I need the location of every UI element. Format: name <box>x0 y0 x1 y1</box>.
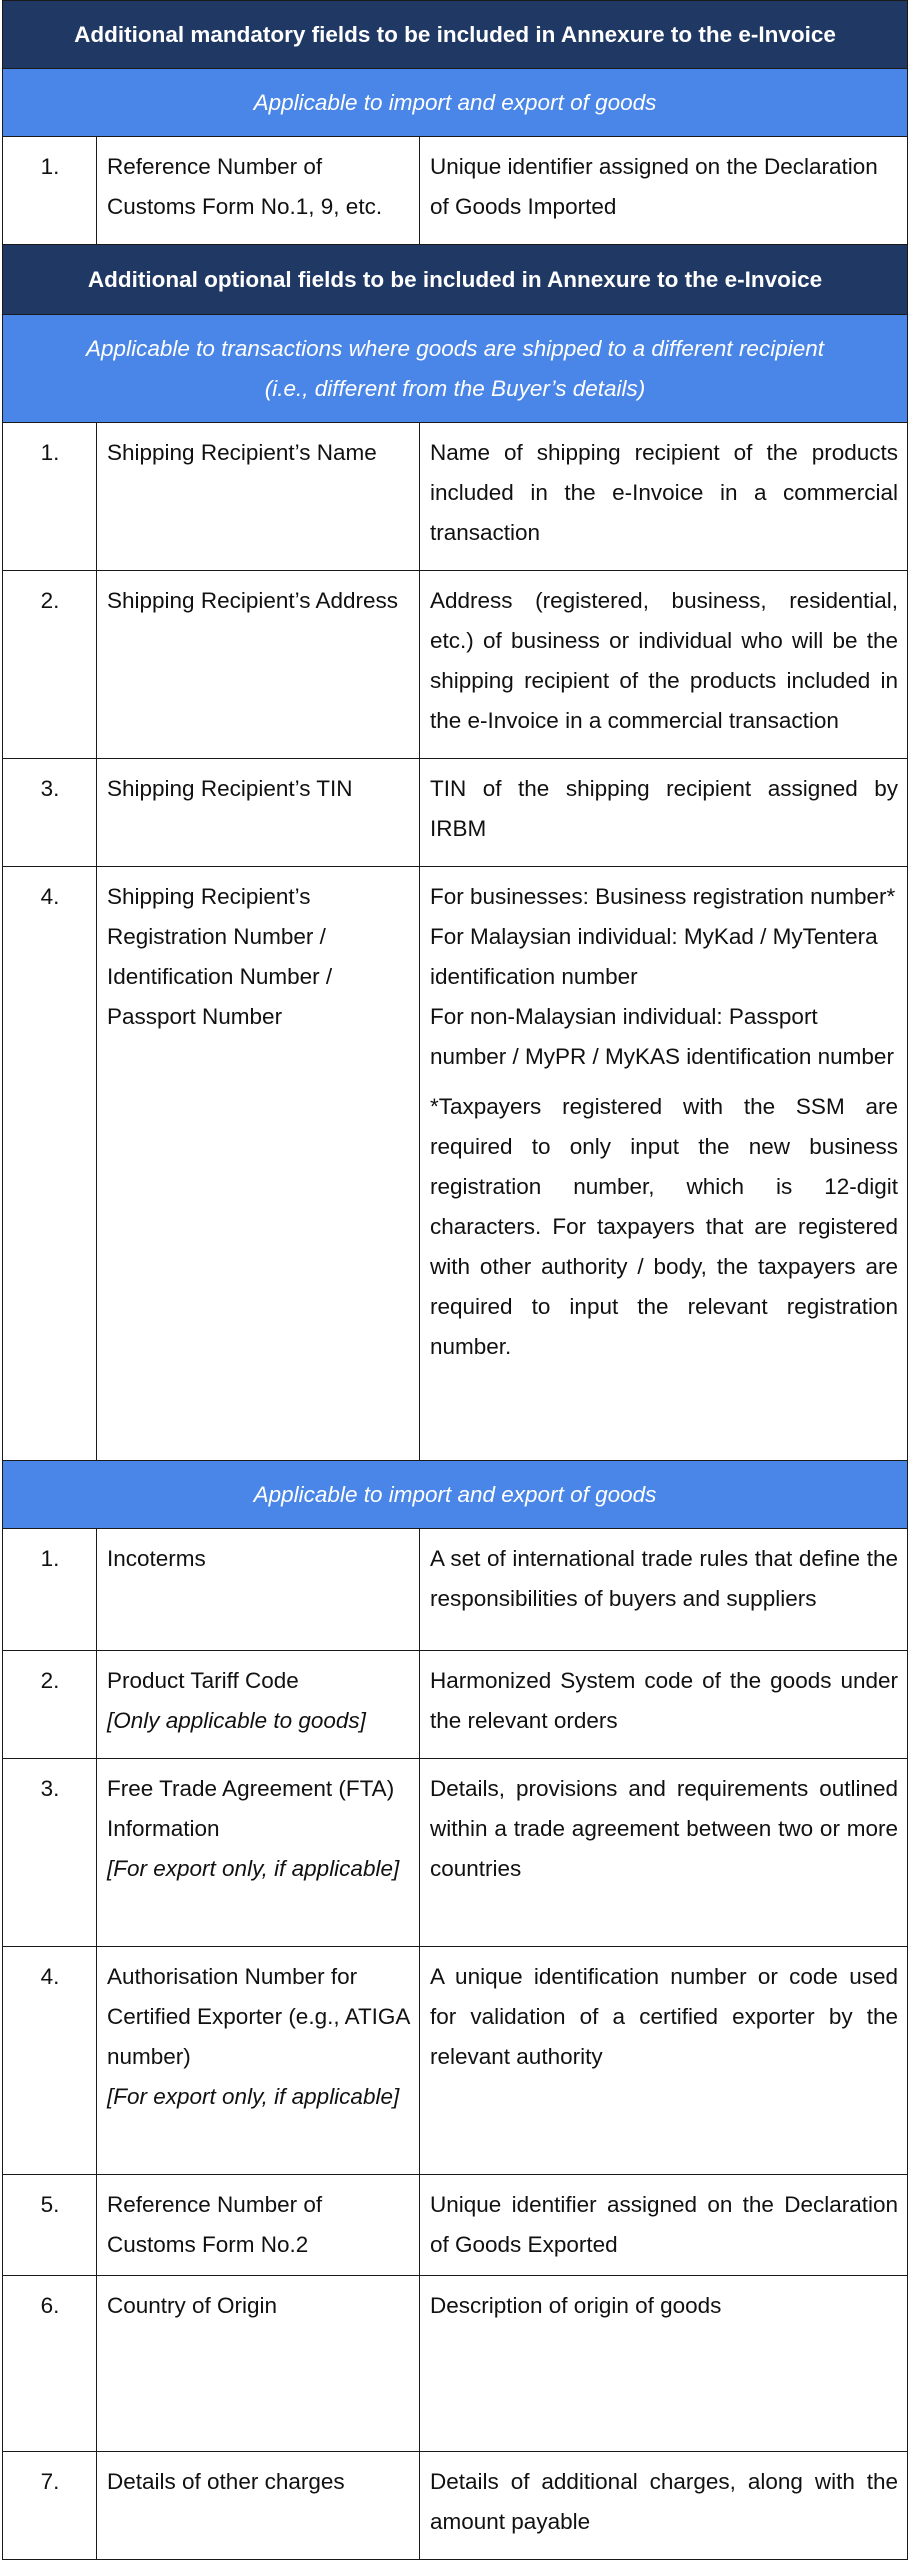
table-row <box>3 423 908 571</box>
table-row <box>3 867 908 1461</box>
field-name <box>97 2175 420 2276</box>
field-description: Name of shipping recipient of the products included in the e-Invoice in a commercial transaction <box>420 423 908 571</box>
table-row <box>3 137 908 245</box>
mandatory-section-title: Additional mandatory fields to be included in Annexure to the e-Invoice <box>3 1 908 69</box>
field-name <box>97 1651 420 1759</box>
table-row <box>3 2175 908 2276</box>
field-applicability-note: [For export only, if applicable] <box>107 2084 400 2109</box>
shipping-subheader-row <box>3 315 908 423</box>
row-number: 6. <box>3 2276 97 2452</box>
field-label: Country of Origin <box>107 2293 278 2318</box>
field-name: Shipping Recipient’s Name <box>97 423 420 571</box>
spacer <box>430 1077 898 1087</box>
row-number: 1. <box>3 137 97 245</box>
field-description: Description of origin of goods <box>420 2276 908 2452</box>
field-description: A unique identification number or code used for validation of a certified exporter by the relevant authority <box>420 1947 908 2175</box>
mandatory-subheader: Applicable to import and export of goods <box>3 69 908 137</box>
shipping-subheader <box>3 315 908 423</box>
field-label: Details of other charges <box>107 2469 345 2494</box>
optional-section-header-row <box>3 245 908 315</box>
field-description <box>420 867 908 1461</box>
field-description: A set of international trade rules that define the responsibilities of buyers and suppliers <box>420 1529 908 1651</box>
optional-section-title: Additional optional fields to be included in Annexure to the e-Invoice <box>3 245 908 315</box>
row-number: 2. <box>3 571 97 759</box>
row-number: 5. <box>3 2175 97 2276</box>
field-label: Product Tariff Code <box>107 1668 299 1693</box>
description-registration-note: *Taxpayers registered with the SSM are required to only input the new business registration number, which is 12-digit characters. For taxpayers that are registered with other authority / body, the taxpayers are required to input the relevant registration number. <box>430 1094 899 1359</box>
table-row <box>3 2452 908 2560</box>
import-export-subheader-row <box>3 1461 908 1529</box>
annexure-fields-table <box>2 0 908 2560</box>
mandatory-subheader-row <box>3 69 908 137</box>
field-description: TIN of the shipping recipient assigned by IRBM <box>420 759 908 867</box>
field-name <box>97 2452 420 2560</box>
field-name: Shipping Recipient’s Registration Number / Identification Number / Passport Number <box>97 867 420 1461</box>
table-row <box>3 1529 908 1651</box>
field-applicability-note: [For export only, if applicable] <box>107 1856 400 1881</box>
field-label: Incoterms <box>107 1546 206 1571</box>
row-number: 4. <box>3 867 97 1461</box>
field-name: Shipping Recipient’s TIN <box>97 759 420 867</box>
field-applicability-note: [Only applicable to goods] <box>107 1708 366 1733</box>
shipping-subheader-line2: (i.e., different from the Buyer’s details) <box>264 375 646 401</box>
description-non-malaysian-individual: For non-Malaysian individual: Passport number / MyPR / MyKAS identification number <box>430 1004 894 1069</box>
table-row <box>3 759 908 867</box>
field-name <box>97 1947 420 2175</box>
field-name: Reference Number of Customs Form No.1, 9, etc. <box>97 137 420 245</box>
row-number: 2. <box>3 1651 97 1759</box>
table-row <box>3 2276 908 2452</box>
row-number: 7. <box>3 2452 97 2560</box>
field-name <box>97 1529 420 1651</box>
field-description: Harmonized System code of the goods under the relevant orders <box>420 1651 908 1759</box>
field-description: Details of additional charges, along with the amount payable <box>420 2452 908 2560</box>
field-description: Unique identifier assigned on the Declaration of Goods Imported <box>420 137 908 245</box>
description-business: For businesses: Business registration number* <box>430 884 896 909</box>
field-label: Free Trade Agreement (FTA) Information <box>107 1776 395 1841</box>
import-export-subheader: Applicable to import and export of goods <box>3 1461 908 1529</box>
row-number: 1. <box>3 1529 97 1651</box>
field-description: Details, provisions and requirements outlined within a trade agreement between two or more countries <box>420 1759 908 1947</box>
row-number: 3. <box>3 759 97 867</box>
field-name: Shipping Recipient’s Address <box>97 571 420 759</box>
field-description: Address (registered, business, residential, etc.) of business or individual who will be the shipping recipient of the products included in the e-Invoice in a commercial transaction <box>420 571 908 759</box>
field-description: Unique identifier assigned on the Declaration of Goods Exported <box>420 2175 908 2276</box>
description-malaysian-individual: For Malaysian individual: MyKad / MyTentera identification number <box>430 924 878 989</box>
field-label: Reference Number of Customs Form No.2 <box>107 2192 323 2257</box>
table-row <box>3 1947 908 2175</box>
field-label: Authorisation Number for Certified Exporter (e.g., ATIGA number) <box>107 1964 410 2069</box>
row-number: 3. <box>3 1759 97 1947</box>
field-name <box>97 1759 420 1947</box>
table-row <box>3 1759 908 1947</box>
shipping-subheader-line1: Applicable to transactions where goods are shipped to a different recipient <box>86 335 824 361</box>
table-row <box>3 1651 908 1759</box>
row-number: 4. <box>3 1947 97 2175</box>
mandatory-section-header-row <box>3 1 908 69</box>
row-number: 1. <box>3 423 97 571</box>
table-row <box>3 571 908 759</box>
field-name <box>97 2276 420 2452</box>
